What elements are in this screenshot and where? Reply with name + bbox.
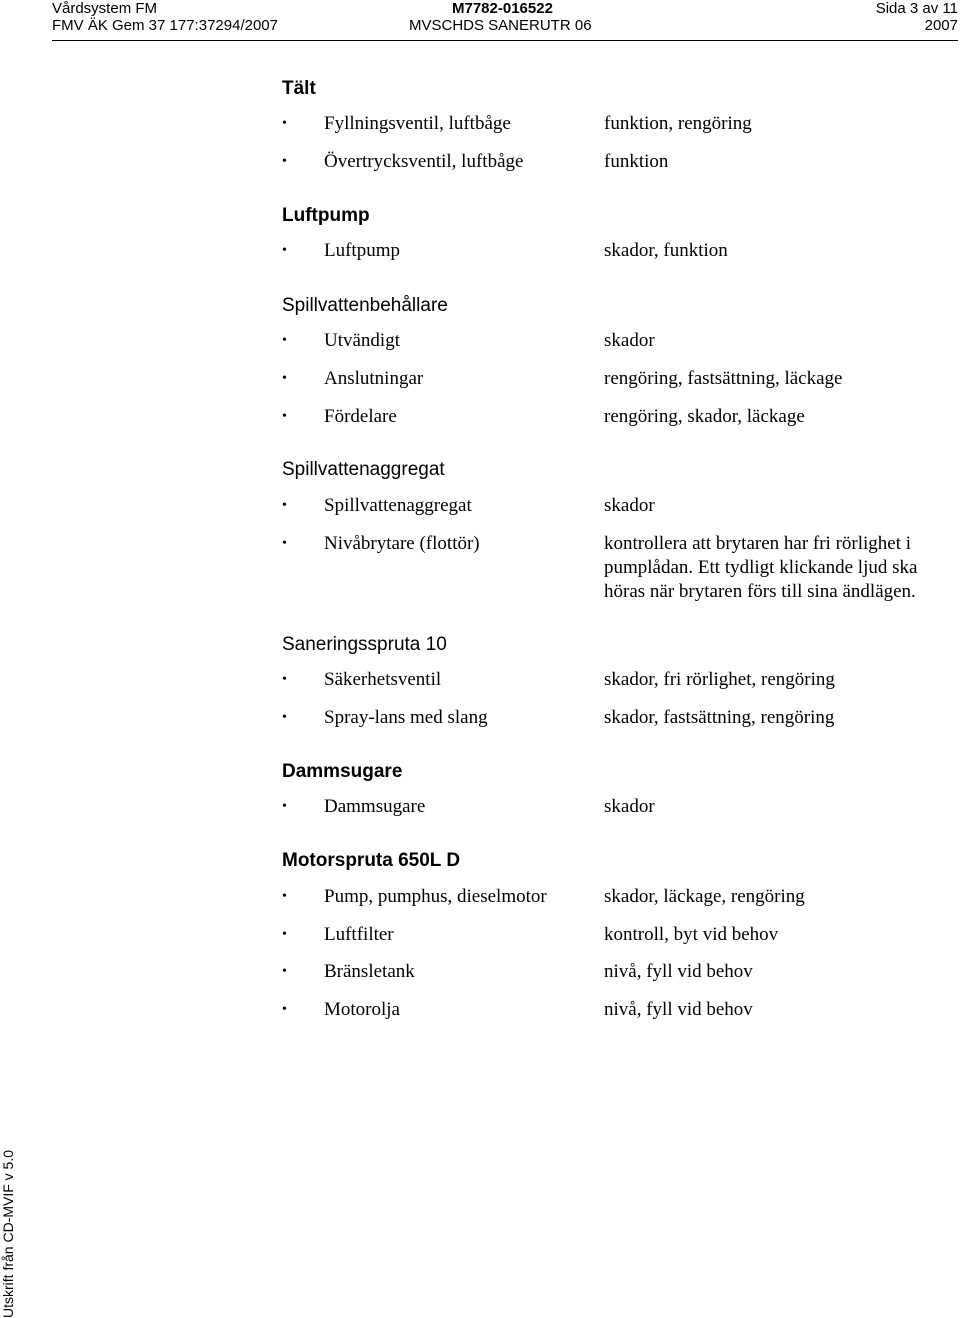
item-action: skador — [604, 330, 655, 351]
bullet: • — [282, 371, 287, 386]
bullet: • — [282, 409, 287, 424]
item-action: rengöring, fastsättning, läckage — [604, 368, 843, 389]
item-name: Luftpump — [324, 240, 400, 261]
bullet: • — [282, 116, 287, 131]
bullet: • — [282, 964, 287, 979]
header-document-number: M7782-016522 — [452, 0, 553, 17]
item-action: skador, läckage, rengöring — [604, 886, 805, 907]
bullet: • — [282, 672, 287, 687]
header-document-code: MVSCHDS SANERUTR 06 — [409, 17, 592, 34]
section-title: Motorspruta 650L D — [282, 850, 461, 871]
item-action: rengöring, skador, läckage — [604, 406, 805, 427]
item-action: kontroll, byt vid behov — [604, 924, 779, 945]
section-title: Spillvattenaggregat — [282, 459, 445, 480]
bullet: • — [282, 536, 287, 551]
item-name: Utvändigt — [324, 330, 400, 351]
item-action: funktion — [604, 151, 669, 172]
item-action: kontrollera att brytaren har fri rörlighet i pumplådan. Ett tydligt klickande ljud ska höras när brytaren förs till sina ändlägen. — [604, 533, 918, 602]
bullet: • — [282, 498, 287, 513]
bullet: • — [282, 154, 287, 169]
item-name: Spray-lans med slang — [324, 707, 488, 728]
item-name: Luftfilter — [324, 924, 394, 945]
bullet: • — [282, 799, 287, 814]
item-name: Nivåbrytare (flottör) — [324, 533, 480, 554]
item-action: nivå, fyll vid behov — [604, 961, 753, 982]
bullet: • — [282, 710, 287, 725]
bullet: • — [282, 243, 287, 258]
section-title: Luftpump — [282, 205, 370, 226]
item-name: Dammsugare — [324, 796, 426, 817]
item-name: Anslutningar — [324, 368, 424, 389]
bullet: • — [282, 1002, 287, 1017]
item-action: skador — [604, 796, 655, 817]
item-action: skador, fastsättning, rengöring — [604, 707, 835, 728]
item-action: funktion, rengöring — [604, 113, 752, 134]
item-name: Fyllningsventil, luftbåge — [324, 113, 511, 134]
item-name: Fördelare — [324, 406, 397, 427]
item-name: Bränsletank — [324, 961, 415, 982]
item-action: skador — [604, 495, 655, 516]
page-header — [52, 0, 958, 41]
section-title: Saneringsspruta 10 — [282, 634, 447, 655]
header-system-name: Vårdsystem FM — [52, 0, 158, 17]
bullet: • — [282, 927, 287, 942]
bullet: • — [282, 889, 287, 904]
item-action: skador, funktion — [604, 240, 728, 261]
section-title: Dammsugare — [282, 761, 403, 782]
item-name: Motorolja — [324, 999, 400, 1020]
header-page-number: Sida 3 av 11 — [875, 0, 958, 17]
section-title: Spillvattenbehållare — [282, 295, 448, 316]
item-name: Säkerhetsventil — [324, 669, 442, 690]
header-year: 2007 — [924, 17, 958, 34]
header-reference: FMV ÄK Gem 37 177:37294/2007 — [52, 17, 278, 34]
item-name: Pump, pumphus, dieselmotor — [324, 886, 547, 907]
item-action: skador, fri rörlighet, rengöring — [604, 669, 835, 690]
item-action: nivå, fyll vid behov — [604, 999, 753, 1020]
print-source-note: Utskrift från CD-MVIF v 5.0 — [0, 1149, 16, 1318]
item-name: Spillvattenaggregat — [324, 495, 472, 516]
section-title: Tält — [282, 78, 316, 99]
bullet: • — [282, 333, 287, 348]
item-name: Övertrycksventil, luftbåge — [324, 151, 524, 172]
